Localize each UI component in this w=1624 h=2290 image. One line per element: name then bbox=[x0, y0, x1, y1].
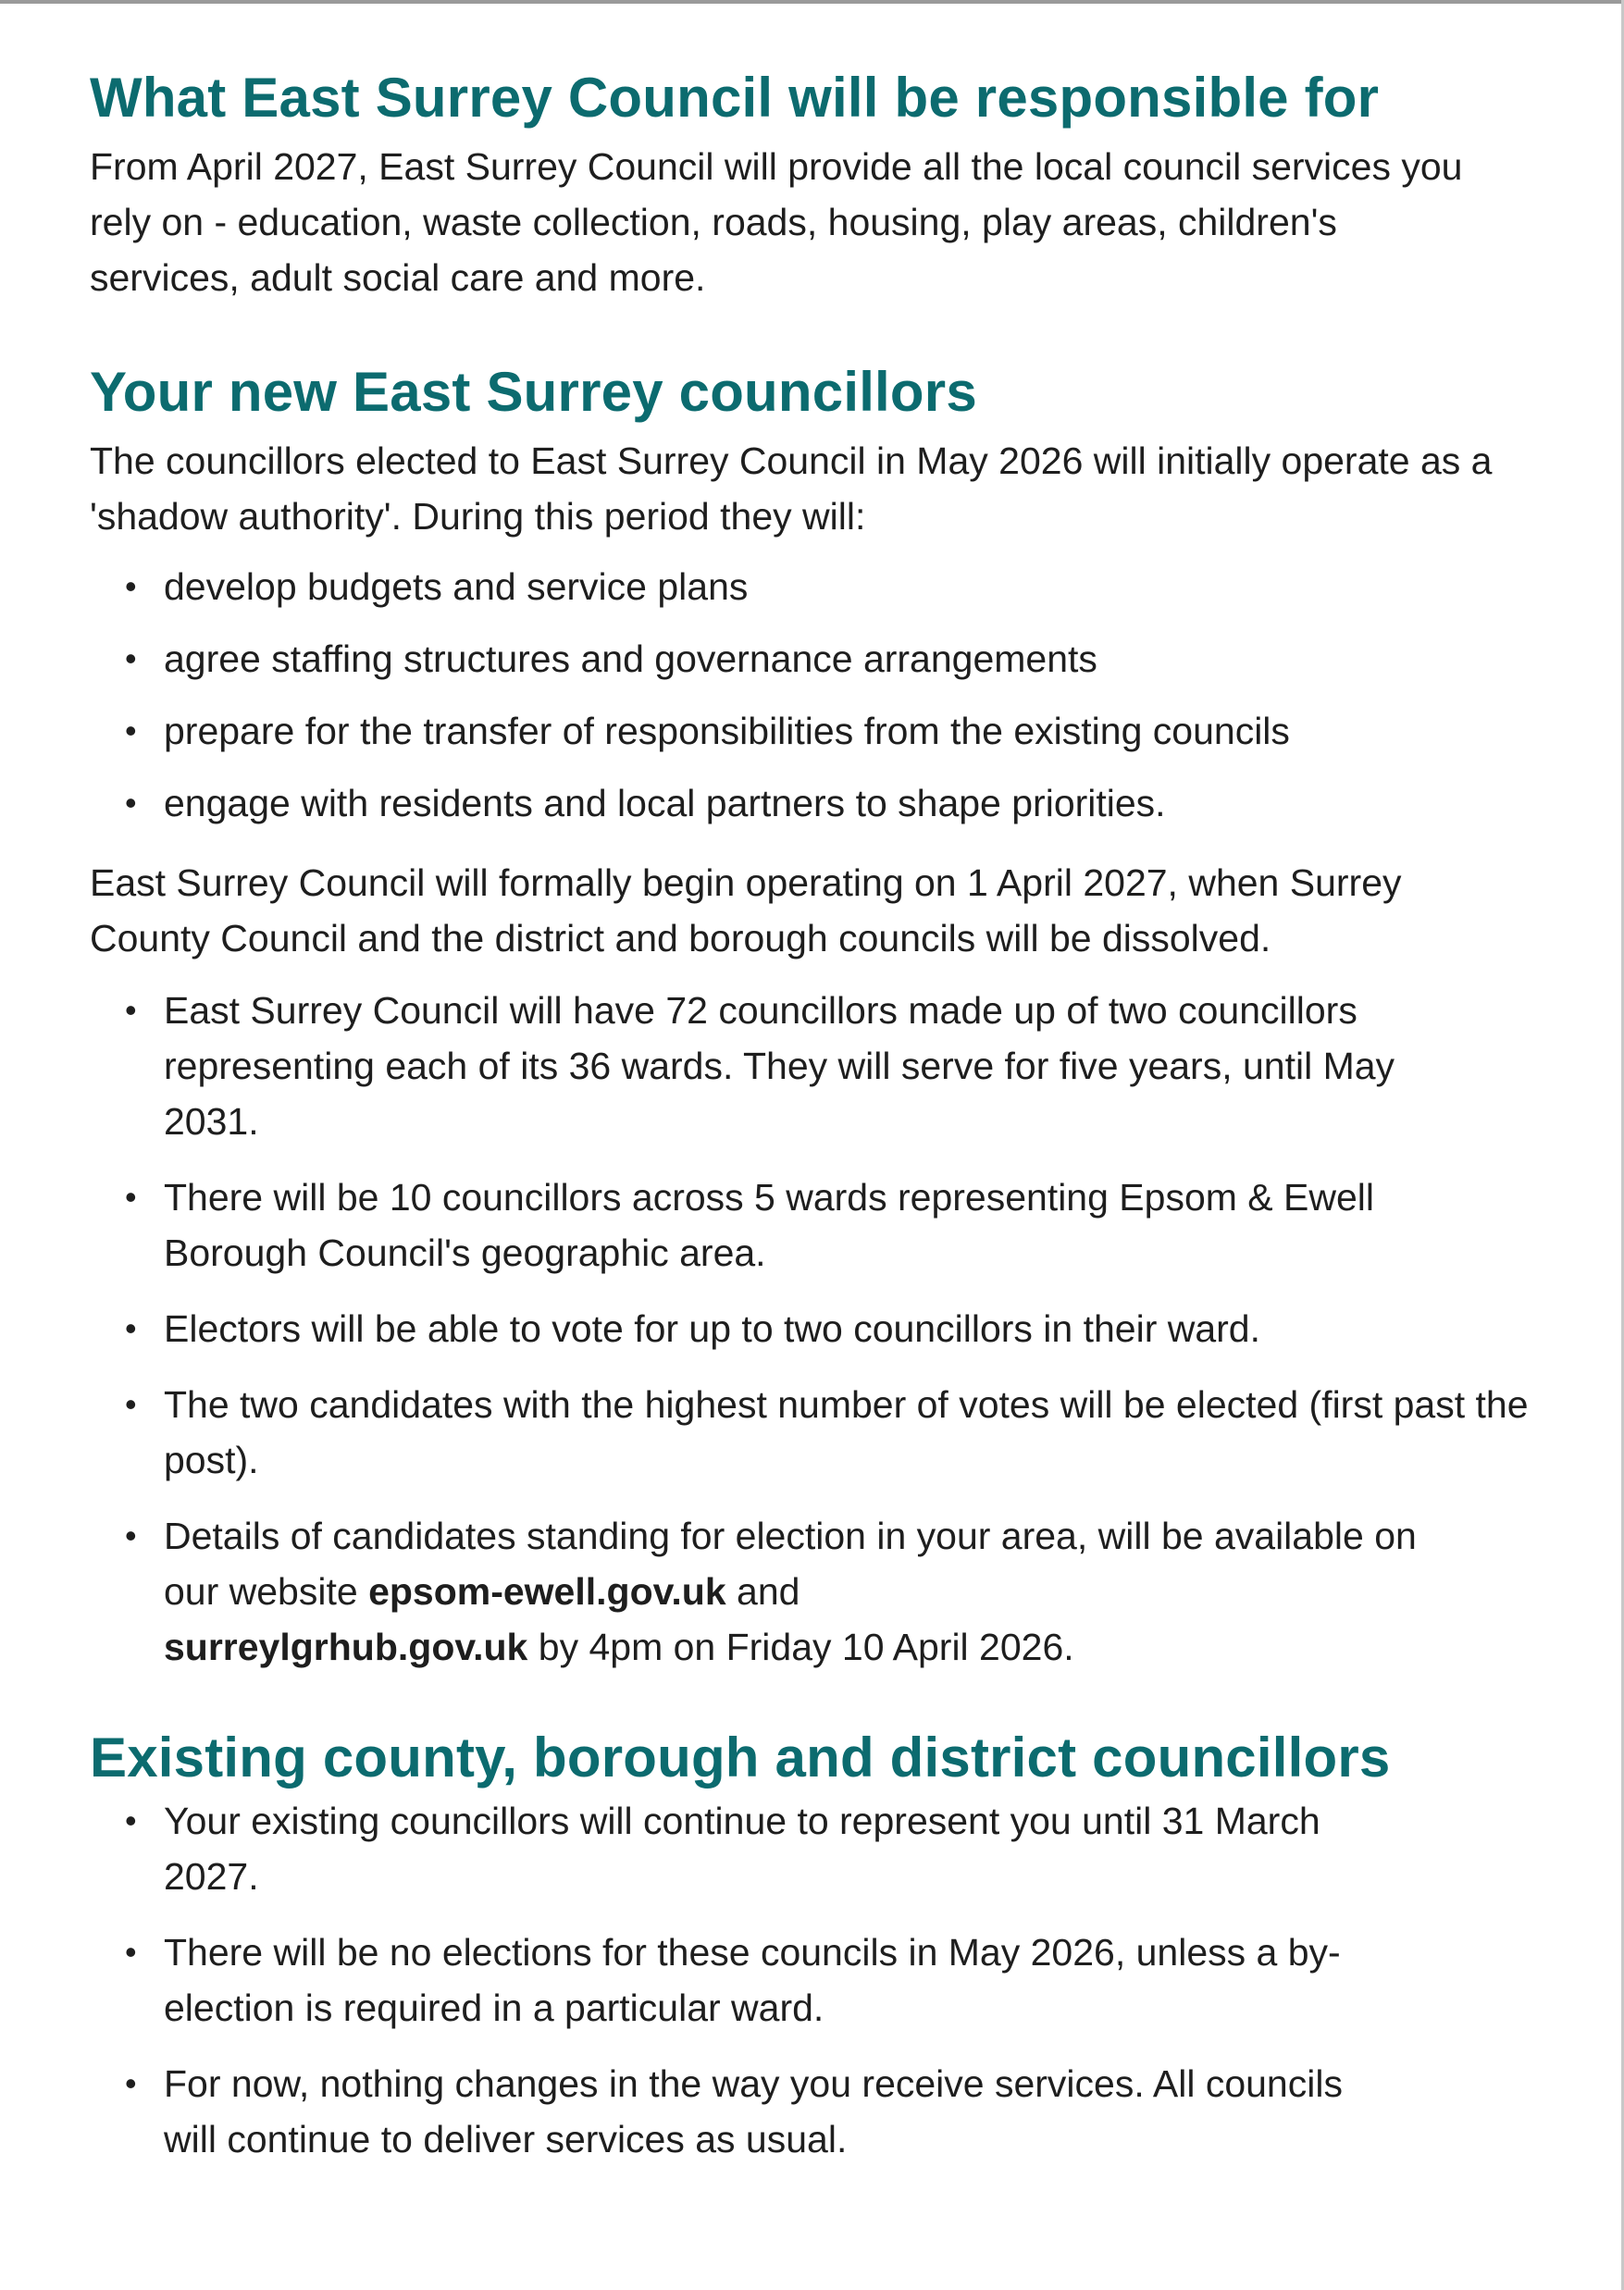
list-item: • engage with residents and local partners to shape priorities. bbox=[164, 775, 1559, 831]
list-item: • The two candidates with the highest number of votes will be elected (first past the post). bbox=[164, 1377, 1552, 1488]
list-item: • There will be no elections for these councils in May 2026, unless a by-election is required in a particular ward. bbox=[164, 1925, 1385, 2036]
shadow-authority-intro: The councillors elected to East Surrey Council in May 2026 will initially operate as a 'shadow authority'. During this period they will: bbox=[90, 439, 1493, 538]
epsom-ewell-website-link[interactable]: epsom-ewell.gov.uk bbox=[368, 1570, 726, 1613]
list-item: • Your existing councillors will continue to represent you until 31 March 2027. bbox=[164, 1793, 1367, 1904]
new-councillors-heading: Your new East Surrey councillors bbox=[90, 361, 977, 423]
list-item: • prepare for the transfer of responsibilities from the existing councils bbox=[164, 703, 1559, 759]
responsibilities-text: From April 2027, East Surrey Council will provide all the local council services you rely on - education, waste collection, roads, housing, play areas, children's services, adult social care and more. bbox=[90, 145, 1463, 299]
list-item: • For now, nothing changes in the way you receive services. All councils will continue to deliver services as usual. bbox=[164, 2056, 1367, 2167]
details-and: and bbox=[725, 1570, 800, 1613]
existing-councillors-list bbox=[90, 1793, 1559, 2167]
details-suffix: by 4pm on Friday 10 April 2026. bbox=[527, 1626, 1074, 1668]
start-date-text: East Surrey Council will formally begin operating on 1 April 2027, when Surrey County Council and the district and borough councils will be dissolved. bbox=[90, 861, 1402, 959]
election-facts-list bbox=[90, 983, 1559, 1675]
shadow-duties-list bbox=[90, 559, 1559, 831]
details-prefix: Details of candidates standing for election in your area, will be available on our website bbox=[164, 1515, 1417, 1613]
list-item: • develop budgets and service plans bbox=[164, 559, 1559, 614]
list-item: • Electors will be able to vote for up to two councillors in their ward. bbox=[164, 1301, 1559, 1356]
responsibilities-heading: What East Surrey Council will be responsible for bbox=[90, 67, 1380, 129]
existing-councillors-heading: Existing county, borough and district councillors bbox=[90, 1727, 1391, 1789]
candidate-details-item bbox=[164, 1508, 1478, 1675]
list-item: • There will be 10 councillors across 5 wards representing Epsom & Ewell Borough Council's geographic area. bbox=[164, 1170, 1478, 1281]
list-item: • agree staffing structures and governance arrangements bbox=[164, 631, 1559, 687]
surreylgrhub-website-link[interactable]: surreylgrhub.gov.uk bbox=[164, 1626, 528, 1668]
list-item: • East Surrey Council will have 72 councillors made up of two councillors representing each of its 36 wards. They will serve for five years, until May 2031. bbox=[164, 983, 1441, 1149]
